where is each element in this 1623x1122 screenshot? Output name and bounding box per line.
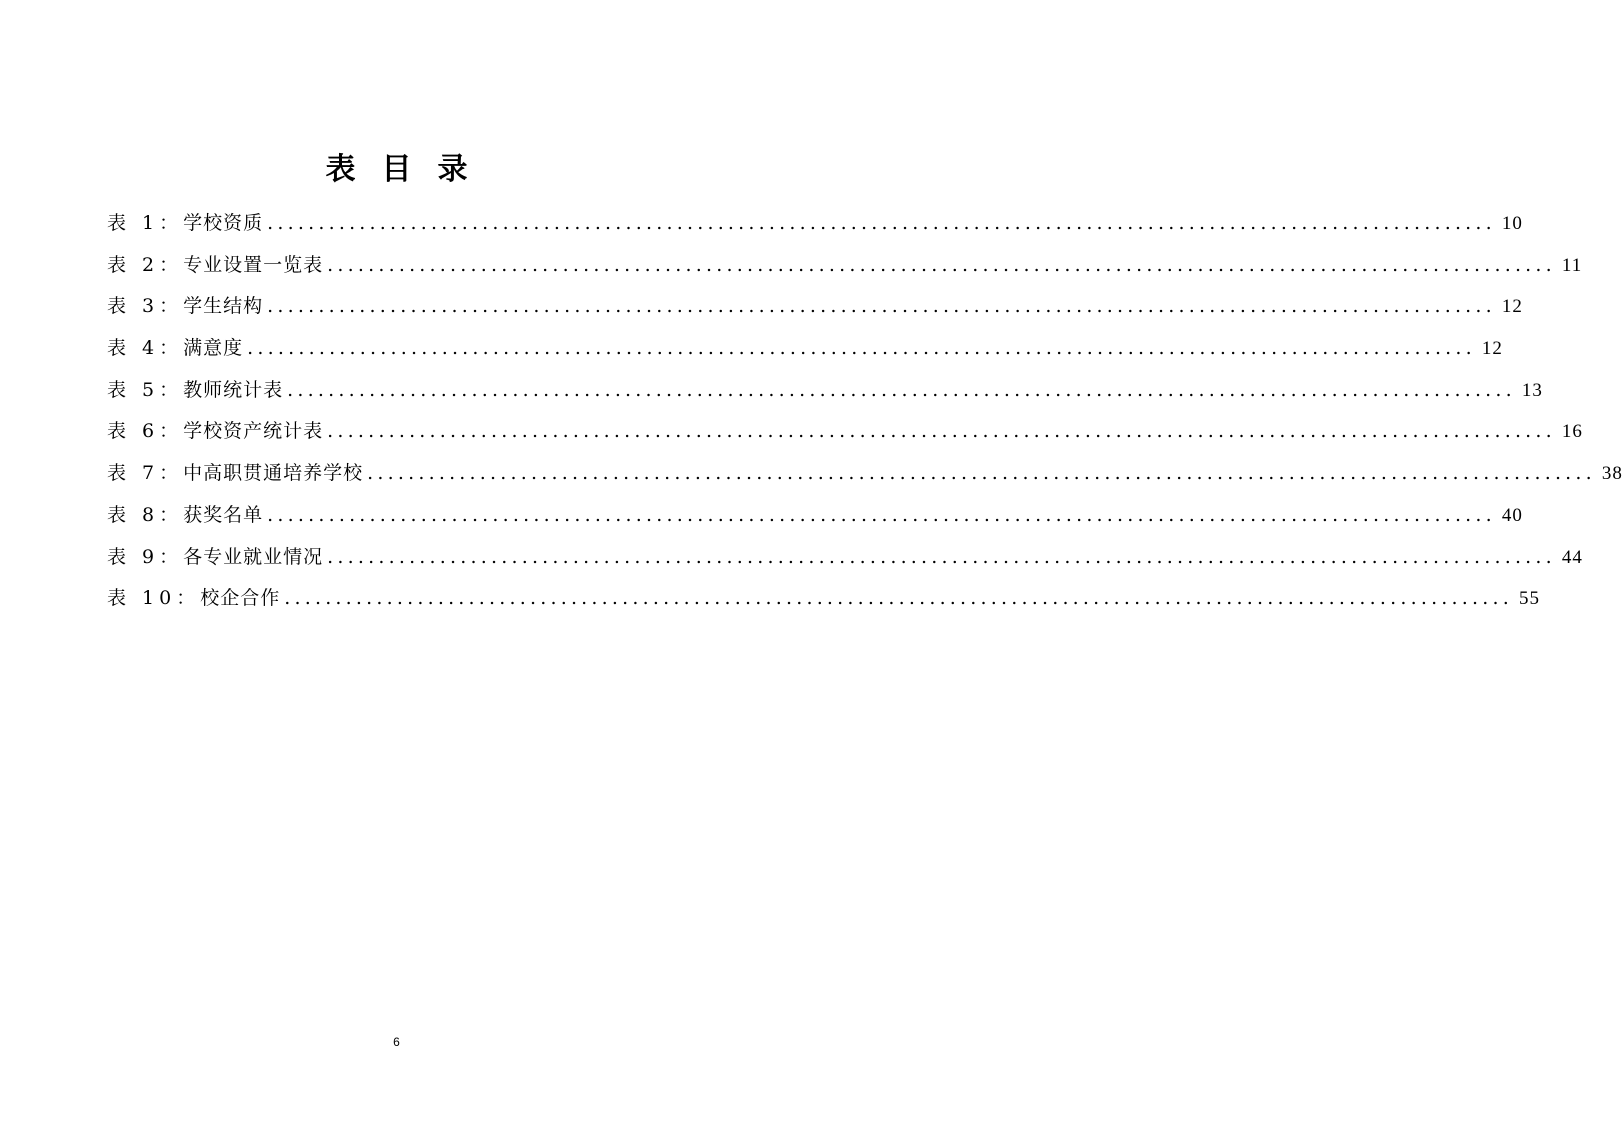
toc-entry-title: 学校资质	[183, 212, 264, 234]
dot-leader: ........................................................................................................................	[284, 587, 1513, 610]
toc-entry-title: 满意度	[183, 337, 244, 360]
toc-entry[interactable]	[107, 578, 1540, 620]
toc-entry-page: 12	[1481, 338, 1503, 360]
toc-entry-title: 校企合作	[200, 587, 281, 610]
toc-entry-page: 10	[1501, 213, 1523, 234]
dot-leader: ........................................................................................................................	[267, 212, 1496, 234]
toc-entry-page: 40	[1501, 504, 1523, 526]
toc-entry[interactable]	[107, 453, 1623, 495]
toc-entry[interactable]	[107, 328, 1503, 370]
dot-leader: ........................................................................................................................	[247, 337, 1476, 360]
toc-entry-title: 中高职贯通培养学校	[183, 462, 364, 485]
toc-entry-label: 表 4：	[107, 337, 184, 360]
toc-entry[interactable]	[107, 411, 1583, 453]
toc-entry-label: 表 9：	[107, 545, 184, 568]
toc-entry-page: 11	[1561, 254, 1583, 276]
toc-entry-page: 44	[1561, 546, 1583, 568]
toc-entry-page: 16	[1561, 421, 1583, 443]
dot-leader: ........................................................................................................................	[327, 253, 1556, 276]
toc-entry-label: 表 6：	[107, 420, 184, 443]
toc-entry-title: 学生结构	[183, 295, 264, 318]
toc-entry[interactable]	[107, 495, 1523, 537]
toc-entry[interactable]	[107, 370, 1543, 412]
toc-entry[interactable]	[107, 286, 1523, 328]
toc-entry-label: 表 10：	[107, 587, 201, 610]
dot-leader: ........................................................................................................................	[287, 378, 1516, 401]
toc-entry-page: 55	[1518, 588, 1540, 610]
page-title: 表目录	[325, 152, 494, 187]
dot-leader: ........................................................................................................................	[267, 295, 1496, 318]
toc-entry-label: 表 2：	[107, 253, 184, 276]
toc-entry-title: 获奖名单	[183, 503, 264, 526]
toc-entry-title: 专业设置一览表	[183, 253, 324, 276]
toc-entry-page: 13	[1521, 379, 1543, 401]
toc-entry[interactable]	[107, 203, 1523, 245]
page-number: 6	[393, 1035, 400, 1049]
dot-leader: ........................................................................................................................	[267, 503, 1496, 526]
toc-entry-page: 38	[1601, 463, 1623, 485]
toc-entry-label: 表 3：	[107, 295, 184, 318]
toc-entry-page: 12	[1501, 296, 1523, 318]
toc-entry-label: 表 5：	[107, 378, 184, 401]
dot-leader: ........................................................................................................................	[327, 420, 1556, 443]
toc-entry-title: 教师统计表	[183, 378, 284, 401]
toc-entry[interactable]	[107, 537, 1583, 579]
table-of-tables	[107, 203, 1623, 620]
toc-entry-title: 各专业就业情况	[183, 545, 324, 568]
dot-leader: ........................................................................................................................	[327, 545, 1556, 568]
toc-entry-title: 学校资产统计表	[183, 420, 324, 443]
toc-entry-label: 表 7：	[107, 462, 184, 485]
dot-leader: ........................................................................................................................	[367, 462, 1596, 485]
toc-entry-label: 表 1：	[107, 212, 184, 234]
toc-entry[interactable]	[107, 245, 1583, 287]
toc-entry-label: 表 8：	[107, 503, 184, 526]
